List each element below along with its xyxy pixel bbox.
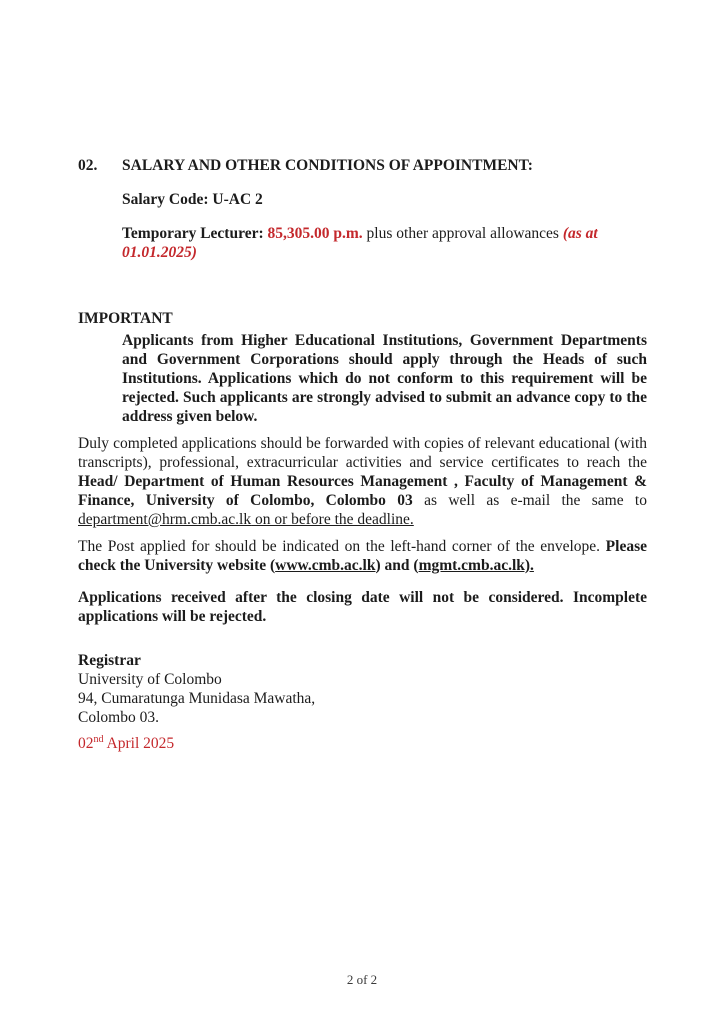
- submission-text-1: Duly completed applications should be forwarded with copies of relevant educational (with transcripts), professional, extracurricular activities and service certificates to reach the: [78, 435, 647, 471]
- document-content: [78, 156, 647, 753]
- salary-code-line: Salary Code: U-AC 2: [122, 191, 263, 208]
- post-text-3: ) and (: [375, 557, 419, 574]
- deadline-text: on or before the deadline.: [251, 511, 414, 528]
- signature-title: Registrar: [78, 652, 141, 669]
- date-suffix: nd: [93, 733, 104, 745]
- signature-line-2: 94, Cumaratunga Munidasa Mawatha,: [78, 690, 316, 707]
- salary-note: (as at 01.01.2025): [122, 225, 598, 261]
- date-day: 02: [78, 735, 94, 752]
- management-website-link[interactable]: mgmt.cmb.ac.lk).: [418, 557, 534, 574]
- submission-text-2: as well as e-mail the same to: [424, 492, 647, 509]
- important-paragraph: Applicants from Higher Educational Institutions, Government Departments and Government Corporations should apply through the Heads of such Institutions. Applications which do not conform to this requirement will be rejected. Such applicants are strongly advised to submit an advance copy to the address given below.: [122, 332, 647, 425]
- closing-paragraph: Applications received after the closing date will not be considered. Incomplete applications will be rejected.: [78, 589, 647, 625]
- signature-block: [78, 651, 647, 727]
- salary-detail-line: [122, 224, 647, 262]
- signature-line-3: Colombo 03.: [78, 709, 159, 726]
- submission-paragraph: [78, 434, 647, 529]
- important-heading: IMPORTANT: [78, 310, 173, 327]
- post-paragraph: [78, 537, 647, 575]
- signature-line-1: University of Colombo: [78, 671, 222, 688]
- salary-amount: 85,305.00 p.m.: [267, 225, 363, 242]
- email-link[interactable]: department@hrm.cmb.ac.lk: [78, 511, 252, 528]
- document-date: [78, 734, 647, 753]
- lecturer-label: Temporary Lecturer:: [122, 225, 264, 242]
- post-text-2: Please check the University website (: [78, 538, 647, 574]
- submission-address: Head/ Department of Human Resources Management , Faculty of Management & Finance, University of Colombo, Colombo 03: [78, 473, 647, 509]
- salary-section-heading-row: [78, 156, 647, 175]
- page-number: 2 of 2: [346, 972, 378, 987]
- date-rest: April 2025: [106, 735, 175, 752]
- university-website-link[interactable]: www.cmb.ac.lk: [275, 557, 376, 574]
- section-number: 02.: [78, 157, 98, 174]
- post-text-1: The Post applied for should be indicated on the left-hand corner of the envelope.: [78, 538, 601, 555]
- salary-text: plus other approval allowances: [366, 225, 559, 242]
- salary-section-heading: SALARY AND OTHER CONDITIONS OF APPOINTMENT:: [122, 157, 533, 174]
